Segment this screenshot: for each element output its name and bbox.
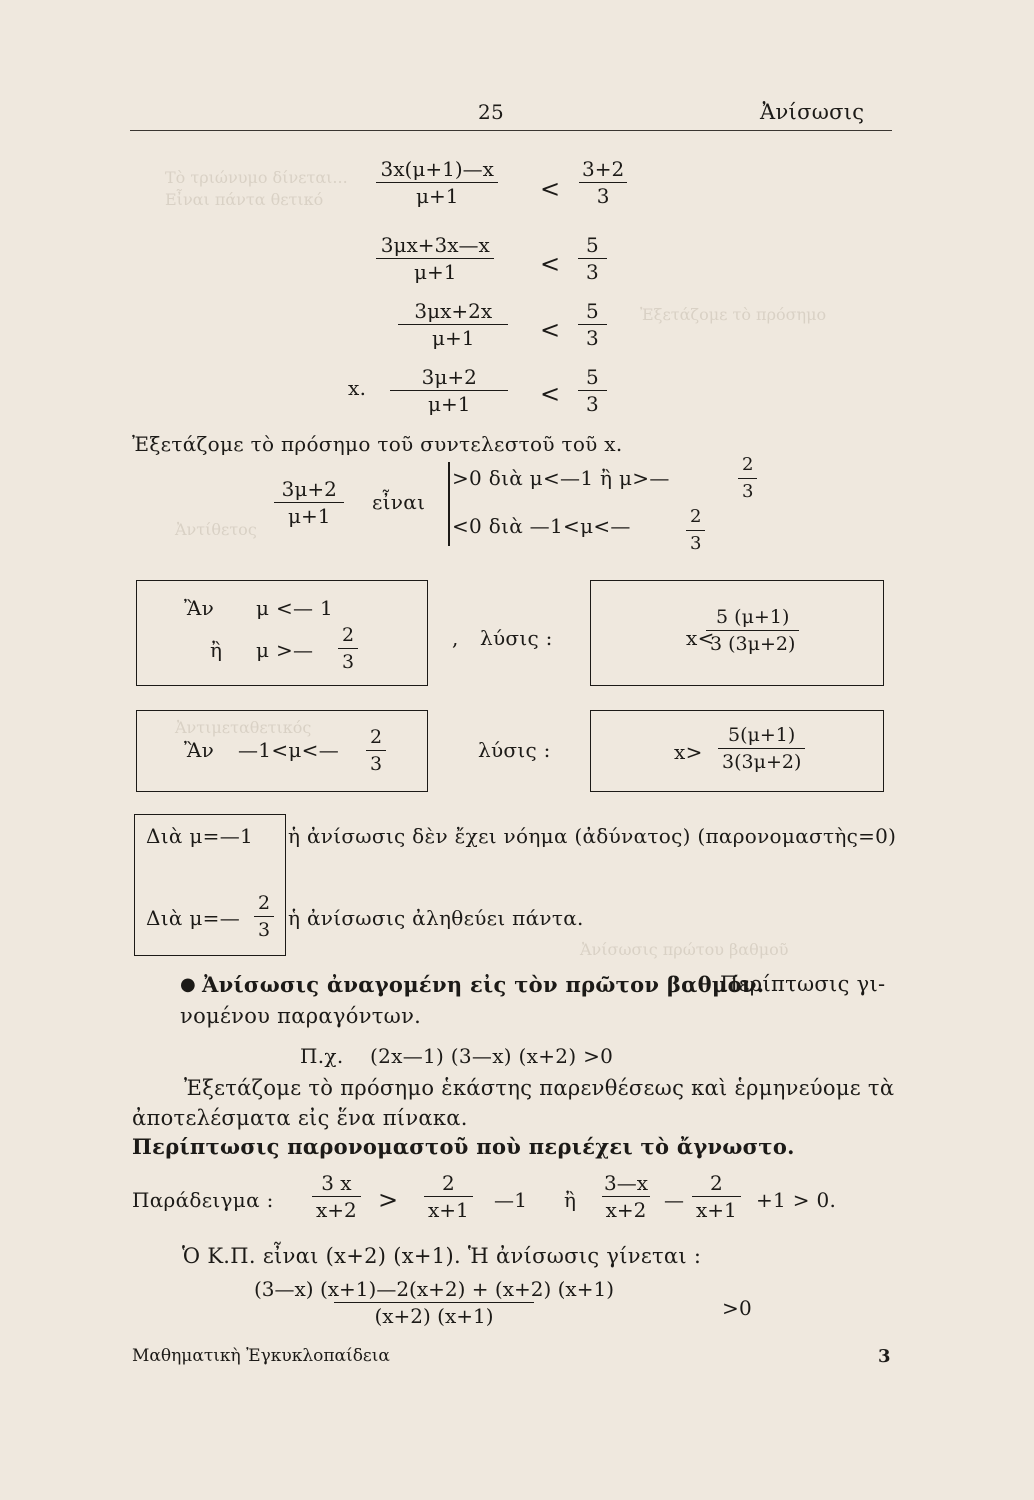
header-rule — [130, 130, 892, 131]
section-title-rest: Περίπτωσις γι- — [720, 972, 886, 996]
inequality-4-rhs: $\frac{5}{3}$ — [578, 364, 607, 417]
box1-condition-1: μ <— 1 — [256, 596, 333, 620]
inequality-3-op: < — [540, 316, 561, 344]
inequality-3-lhs: $\frac{3\mu x+2x}{\mu+1}$ — [398, 298, 508, 351]
inequality-4-lhs: $\frac{3\mu+2}{\mu+1}$ — [390, 364, 508, 417]
footer-title: Μαθηματικὴ Ἐγκυκλοπαίδεια — [132, 1346, 390, 1366]
example2-fraction-3: $\frac{3—x}{x+2}$ — [600, 1170, 652, 1223]
box1-condition-2: μ >— — [256, 638, 314, 662]
box1-solution-fraction: $\frac{5 (\mu+1)}{3 (3\mu+2)}$ — [706, 604, 799, 657]
box2-solution-prefix: x> — [674, 740, 703, 764]
examine-sign-text: Ἐξετάζομε τὸ πρόσημο τοῦ συντελεστοῦ τοῦ x. — [132, 432, 623, 456]
box2-solution-label: λύσις : — [478, 738, 551, 762]
coefficient-fraction: $\frac{3\mu+2}{\mu+1}$ — [274, 476, 344, 529]
box1-if: Ἂν — [184, 596, 215, 620]
special-case-2-fraction: $\frac{2}{3}$ — [254, 890, 274, 943]
inequality-1-op: < — [540, 175, 561, 203]
example-inequality: (2x—1) (3—x) (x+2) >0 — [370, 1044, 614, 1068]
inequality-1-rhs: $\frac{3+2}{3}$ — [578, 156, 628, 209]
bleed-through-text: Εἶναι πάντα θετικό — [165, 190, 324, 209]
inequality-4-op: < — [540, 380, 561, 408]
section-title: Ἀνίσωσις ἀναγομένη εἰς τὸν πρῶτον βαθμόν. — [202, 972, 765, 997]
example2-label: Παράδειγμα : — [132, 1188, 274, 1212]
bleed-through-text: Ἐξετάζομε τὸ πρόσημο — [640, 305, 827, 324]
example2-fraction-2: $\frac{2}{x+1}$ — [424, 1170, 473, 1223]
inequality-4-prefix: x. — [348, 376, 367, 400]
subheading: Περίπτωσις παρονομαστοῦ ποὺ περιέχει τὸ ἄγνωστο. — [132, 1134, 795, 1159]
bullet-icon: ● — [180, 974, 197, 995]
explain-line-1: Ἐξετάζομε τὸ πρόσημο ἑκάστης παρενθέσεως καὶ ἑρμηνεύομε τὰ — [184, 1076, 895, 1100]
bleed-through-text: Τὸ τριώνυμο δίνεται... — [165, 168, 348, 187]
example-label: Π.χ. — [300, 1044, 344, 1068]
box1-solution-label: λύσις : — [480, 626, 553, 650]
special-case-2-text: ἡ ἀνίσωσις ἀληθεύει πάντα. — [288, 906, 584, 930]
sign-cases-brace — [448, 462, 450, 546]
inequality-2-op: < — [540, 250, 561, 278]
box1-condition-2-fraction: $\frac{2}{3}$ — [338, 622, 358, 675]
sign-cases-verb: εἶναι — [372, 490, 426, 514]
special-case-2-label: Διὰ μ=— — [146, 906, 241, 930]
sign-case-negative-fraction: $\frac{2}{3}$ — [686, 504, 705, 557]
section-title-continued: νομένου παραγόντων. — [180, 1004, 422, 1028]
box2-condition: —1<μ<— — [238, 738, 340, 762]
example2-or: ἢ — [564, 1188, 577, 1212]
bleed-through-text: Ἀντίθετος — [175, 520, 257, 539]
special-case-1-label: Διὰ μ=—1 — [146, 824, 254, 848]
box1-separator: , — [452, 626, 459, 650]
sign-case-positive: >0 διὰ μ<—1 ἢ μ>— — [452, 466, 670, 490]
final-rhs: >0 — [722, 1296, 753, 1320]
inequality-3-rhs: $\frac{5}{3}$ — [578, 298, 607, 351]
example2-fraction-4: $\frac{2}{x+1}$ — [692, 1170, 741, 1223]
box1-or: ἢ — [210, 638, 223, 662]
explain-line-2: ἀποτελέσματα εἰς ἕνα πίνακα. — [132, 1106, 468, 1130]
box2-condition-fraction: $\frac{2}{3}$ — [366, 724, 386, 777]
running-title: Ἀνίσωσις — [760, 100, 865, 124]
lcd-line: Ὁ Κ.Π. εἶναι (x+2) (x+1). Ἡ ἀνίσωσις γίνεται : — [182, 1244, 702, 1268]
example2-fraction-1: $\frac{3 x}{x+2}$ — [312, 1170, 361, 1223]
page-number: 25 — [478, 100, 505, 124]
sign-case-negative: <0 διὰ —1<μ<— — [452, 514, 631, 538]
inequality-2-lhs: $\frac{3\mu x+3x—x}{\mu+1}$ — [376, 232, 494, 285]
box2-if: Ἂν — [184, 738, 215, 762]
inequality-2-rhs: $\frac{5}{3}$ — [578, 232, 607, 285]
special-case-1-text: ἡ ἀνίσωσις δὲν ἔχει νόημα (ἀδύνατος) (παρονομαστὴς=0) — [288, 824, 897, 848]
box2-solution-fraction: $\frac{5(\mu+1)}{3(3\mu+2)}$ — [718, 722, 805, 775]
bleed-through-text: Ἀντιμεταθετικός — [175, 718, 312, 737]
footer-page-number: 3 — [878, 1346, 891, 1367]
example2-minus: — — [664, 1188, 685, 1212]
sign-case-positive-fraction: $\frac{2}{3}$ — [738, 452, 757, 505]
example2-plus-one: +1 > 0. — [756, 1188, 837, 1212]
box1-solution-prefix: x< — [686, 626, 715, 650]
bleed-through-text: Ἀνίσωσις πρώτου βαθμοῦ — [580, 940, 789, 959]
example2-op: > — [378, 1186, 399, 1214]
final-fraction: $\frac{(3—x) (x+1)—2(x+2) + (x+2) (x+1)}{(x+2) (x+1)}$ — [254, 1277, 614, 1328]
inequality-1-lhs: $\frac{3x(\mu+1)—x}{\mu+1}$ — [376, 156, 498, 209]
example2-minus-one: —1 — [494, 1188, 528, 1212]
